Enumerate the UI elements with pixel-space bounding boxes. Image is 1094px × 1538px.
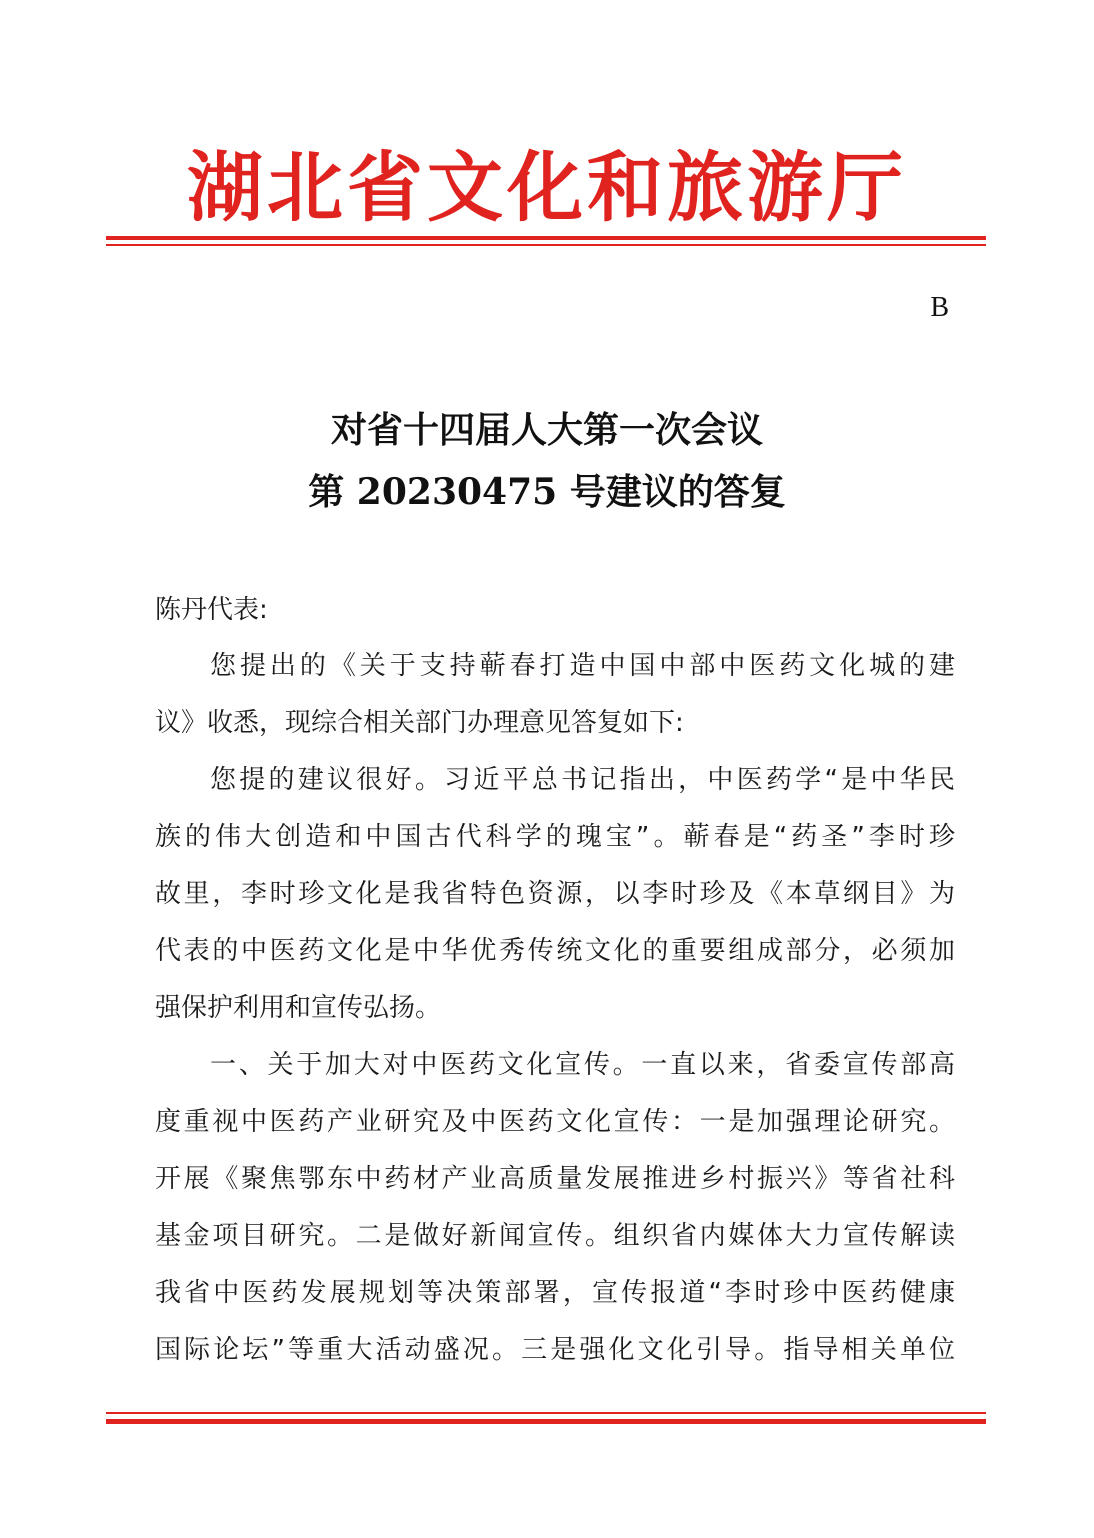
document-title-line-2: 第 20230475 号建议的答复 [308, 471, 786, 513]
body-line: 您提出的《关于支持蕲春打造中国中部中医药文化城的建 [210, 651, 955, 681]
body-line: 议》收悉，现综合相关部门办理意见答复如下: [155, 708, 684, 738]
body-line: 故里，李时珍文化是我省特色资源，以李时珍及《本草纲目》为 [155, 879, 955, 909]
letterhead-rule-thin [106, 244, 986, 246]
salutation: 陈丹代表: [155, 595, 268, 625]
body-line: 国际论坛”等重大活动盛况。三是强化文化引导。指导相关单位 [155, 1335, 955, 1365]
body-line: 您提的建议很好。习近平总书记指出，中医药学“是中华民 [210, 765, 955, 795]
body-line: 开展《聚焦鄂东中药材产业高质量发展推进乡村振兴》等省社科 [155, 1164, 955, 1194]
document-title-line-1: 对省十四届人大第一次会议 [330, 409, 763, 451]
body-line: 强保护利用和宣传弘扬。 [155, 993, 442, 1023]
body-line: 族的伟大创造和中国古代科学的瑰宝”。蕲春是“药圣”李时珍 [155, 822, 955, 852]
footer-rule-thick [106, 1419, 986, 1424]
body-line: 一、关于加大对中医药文化宣传。一直以来，省委宣传部高 [210, 1050, 955, 1080]
classification-mark: B [930, 292, 949, 323]
letterhead-rule-thick [106, 236, 986, 240]
body-line: 代表的中医药文化是中华优秀传统文化的重要组成部分，必须加 [155, 936, 955, 966]
body-line: 我省中医药发展规划等决策部署，宣传报道“李时珍中医药健康 [155, 1278, 955, 1308]
body-line: 度重视中医药产业研究及中医药文化宣传：一是加强理论研究。 [155, 1107, 955, 1137]
letterhead-title: 湖北省文化和旅游厅 [187, 143, 907, 232]
footer-rule-thin [106, 1412, 986, 1414]
body-line: 基金项目研究。二是做好新闻宣传。组织省内媒体大力宣传解读 [155, 1221, 955, 1251]
